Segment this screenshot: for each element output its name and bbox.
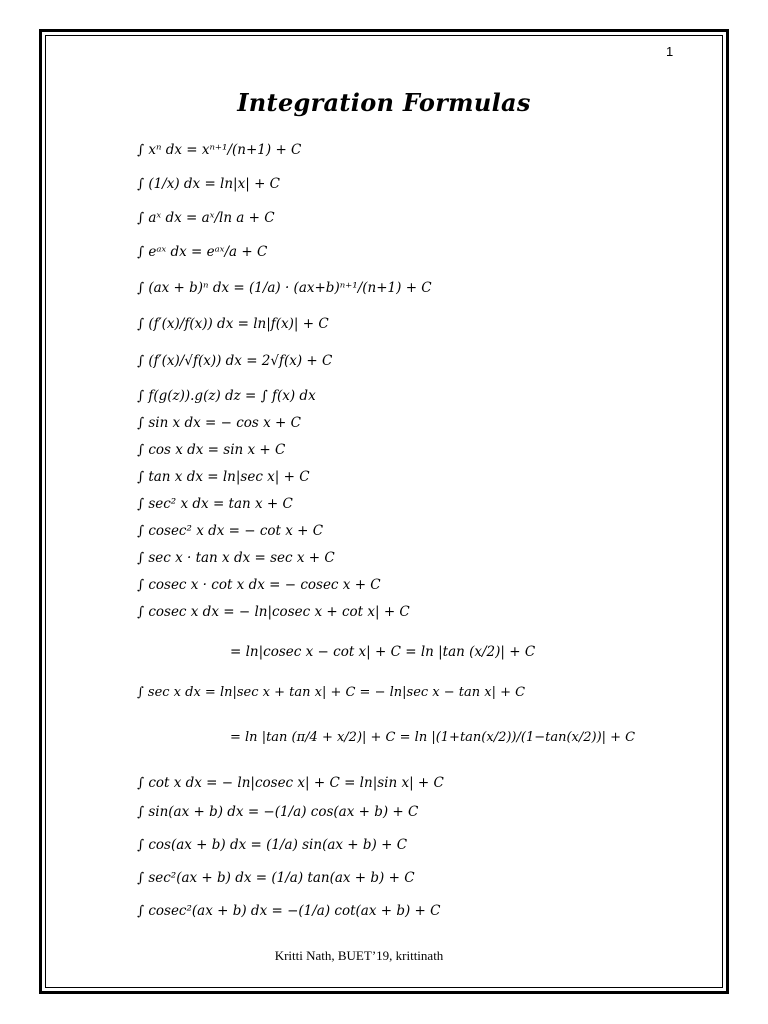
formula-cosec: ∫ cosec x dx = − ln|cosec x + cot x| + C: [137, 604, 410, 620]
formula-cot: ∫ cot x dx = − ln|cosec x| + C = ln|sin x| + C: [137, 775, 444, 791]
formula-sin: ∫ sin x dx = − cos x + C: [137, 415, 301, 431]
author-footer: Kritti Nath, BUET’19, krittinath: [274, 948, 444, 963]
formula-sec-squared-linear: ∫ sec²(ax + b) dx = (1/a) tan(ax + b) + C: [137, 870, 415, 886]
formula-sec: ∫ sec x dx = ln|sec x + tan x| + C = − ln|sec x − tan x| + C: [137, 685, 526, 700]
formula-log-derivative: ∫ (f′(x)/f(x)) dx = ln|f(x)| + C: [137, 316, 329, 332]
formula-reciprocal: ∫ (1/x) dx = ln|x| + C: [137, 176, 280, 192]
page-number: 1: [666, 44, 674, 59]
formula-root-derivative: ∫ (f′(x)/√f(x)) dx = 2√f(x) + C: [137, 353, 333, 369]
formula-exponential-e: ∫ eᵃˣ dx = eᵃˣ/a + C: [137, 244, 268, 260]
formula-substitution: ∫ f(g(z)).g(z) dz = ∫ f(x) dx: [137, 388, 316, 404]
formula-exponential-a: ∫ aˣ dx = aˣ/ln a + C: [137, 210, 275, 226]
formula-cosec-cot: ∫ cosec x · cot x dx = − cosec x + C: [137, 577, 381, 593]
formula-cosec-squared-linear: ∫ cosec²(ax + b) dx = −(1/a) cot(ax + b) + C: [137, 903, 441, 919]
formula-tan: ∫ tan x dx = ln|sec x| + C: [137, 469, 310, 485]
formula-sec-tan: ∫ sec x · tan x dx = sec x + C: [137, 550, 335, 566]
formula-sin-linear: ∫ sin(ax + b) dx = −(1/a) cos(ax + b) + C: [137, 804, 419, 820]
formula-cos-linear: ∫ cos(ax + b) dx = (1/a) sin(ax + b) + C: [137, 837, 408, 853]
formula-linear-power: ∫ (ax + b)ⁿ dx = (1/a) · (ax+b)ⁿ⁺¹/(n+1) + C: [137, 280, 432, 296]
formula-power-rule: ∫ xⁿ dx = xⁿ⁺¹/(n+1) + C: [137, 142, 302, 158]
formula-cosec-squared: ∫ cosec² x dx = − cot x + C: [137, 523, 324, 539]
formula-sec-alt: = ln |tan (π/4 + x/2)| + C = ln |(1+tan(x/2))/(1−tan(x/2))| + C: [230, 730, 636, 745]
formula-cos: ∫ cos x dx = sin x + C: [137, 442, 286, 458]
formula-sec-squared: ∫ sec² x dx = tan x + C: [137, 496, 293, 512]
page-title: Integration Formulas: [237, 88, 531, 117]
formula-cosec-alt: = ln|cosec x − cot x| + C = ln |tan (x/2)| + C: [230, 644, 536, 660]
